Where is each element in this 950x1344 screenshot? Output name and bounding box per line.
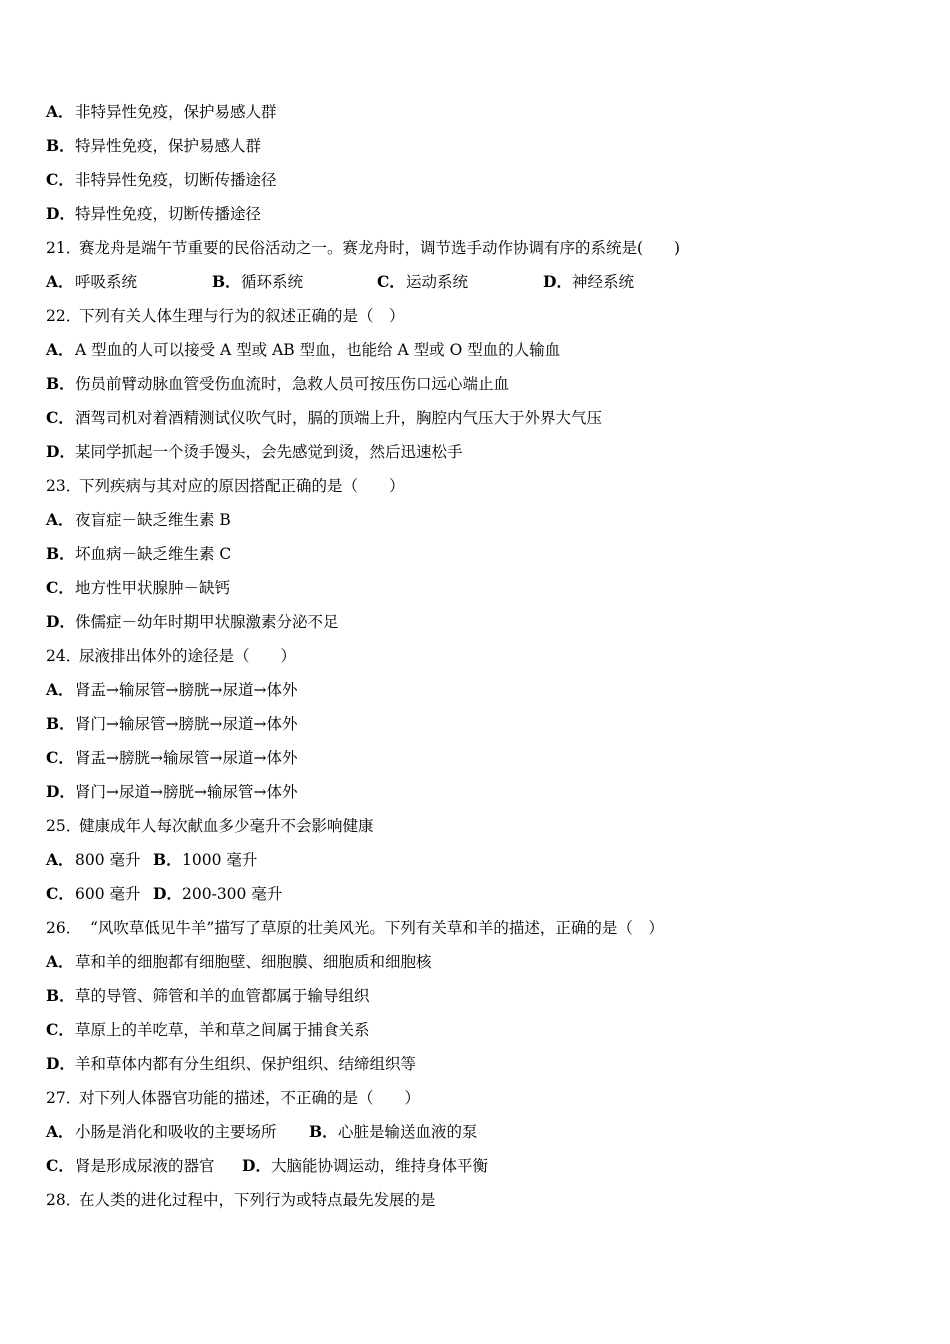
option-label: C．: [46, 884, 74, 903]
option-text: 运动系统: [406, 273, 469, 291]
option-label: A．: [46, 340, 74, 359]
question-number: 23．: [46, 477, 82, 495]
option-text: 酒驾司机对着酒精测试仪吹气时，膈的顶端上升，胸腔内气压大于外界大气压: [75, 409, 603, 427]
option-label: D．: [46, 204, 75, 223]
option-label: A．: [46, 952, 74, 971]
question-number: 27．: [46, 1089, 82, 1107]
question-text: 健康成年人每次献血多少毫升不会影响健康: [79, 817, 374, 835]
option-label: C．: [377, 272, 405, 291]
option-text: 800 毫升: [75, 851, 141, 869]
option-label: C．: [46, 1020, 74, 1039]
question-text: 在人类的进化过程中，下列行为或特点最先发展的是: [79, 1191, 436, 1209]
option-text: 草的导管、筛管和羊的血管都属于输导组织: [75, 987, 370, 1005]
option-label: A．: [46, 680, 74, 699]
option-label: D．: [46, 1054, 75, 1073]
option-text: 某同学抓起一个烫手馒头，会先感觉到烫，然后迅速松手: [75, 443, 463, 461]
option-label: D．: [242, 1156, 271, 1175]
option-text: 肾门→尿道→膀胱→输尿管→体外: [75, 783, 298, 801]
option-label: A．: [46, 850, 74, 869]
option-text: 伤员前臂动脉血管受伤血流时，急救人员可按压伤口远心端止血: [75, 375, 510, 393]
option-label: D．: [543, 272, 572, 291]
option-label: B．: [46, 374, 75, 393]
option-text: 600 毫升: [75, 885, 141, 903]
option-text: 非特异性免疫，保护易感人群: [75, 103, 277, 121]
option-label: D．: [46, 442, 75, 461]
option-label: B．: [46, 544, 75, 563]
option-text: 大脑能协调运动，维持身体平衡: [271, 1157, 489, 1175]
question-number: 28．: [46, 1191, 82, 1209]
option-label: B．: [153, 850, 182, 869]
question-text: 尿液排出体外的途径是（ ）: [79, 647, 297, 665]
question-number: 21．: [46, 239, 82, 257]
question-number: 22．: [46, 307, 82, 325]
option-label: C．: [46, 170, 74, 189]
option-label: C．: [46, 1156, 74, 1175]
option-text: 侏儒症－幼年时期甲状腺激素分泌不足: [75, 613, 339, 631]
question-text: 下列有关人体生理与行为的叙述正确的是（ ）: [79, 307, 405, 325]
option-label: B．: [46, 986, 75, 1005]
question-text: 赛龙舟是端午节重要的民俗活动之一。赛龙舟时，调节选手动作协调有序的系统是( ): [79, 239, 681, 257]
option-label: A．: [46, 510, 74, 529]
question-number: 26．: [46, 919, 82, 937]
option-label: C．: [46, 748, 74, 767]
option-text: 循环系统: [241, 273, 304, 291]
option-label: D．: [153, 884, 182, 903]
option-text: 羊和草体内都有分生组织、保护组织、结缔组织等: [75, 1055, 417, 1073]
option-text: 肾盂→膀胱→输尿管→尿道→体外: [75, 749, 298, 767]
option-label: A．: [46, 272, 74, 291]
option-text: 坏血病－缺乏维生素 C: [75, 545, 232, 563]
option-text: 肾盂→输尿管→膀胱→尿道→体外: [75, 681, 298, 699]
option-text: 草和羊的细胞都有细胞壁、细胞膜、细胞质和细胞核: [75, 953, 432, 971]
question-text: “风吹草低见牛羊”描写了草原的壮美风光。下列有关草和羊的描述，正确的是（ ）: [90, 919, 664, 937]
question-text: 下列疾病与其对应的原因搭配正确的是（ ）: [79, 477, 405, 495]
question-number: 25．: [46, 817, 82, 835]
option-text: 心脏是输送血液的泵: [338, 1123, 478, 1141]
question-number: 24．: [46, 647, 82, 665]
option-text: 1000 毫升: [182, 851, 258, 869]
option-label: A．: [46, 1122, 74, 1141]
option-text: 200-300 毫升: [182, 885, 283, 903]
question-text: 对下列人体器官功能的描述，不正确的是（ ）: [79, 1089, 421, 1107]
option-text: 呼吸系统: [75, 273, 138, 291]
option-label: C．: [46, 578, 74, 597]
option-text: 特异性免疫，保护易感人群: [75, 137, 262, 155]
option-text: 肾是形成尿液的器官: [75, 1157, 215, 1175]
option-label: D．: [46, 612, 75, 631]
option-text: 草原上的羊吃草，羊和草之间属于捕食关系: [75, 1021, 370, 1039]
option-label: D．: [46, 782, 75, 801]
option-label: A．: [46, 102, 74, 121]
option-text: A 型血的人可以接受 A 型或 AB 型血，也能给 A 型或 O 型血的人输血: [75, 341, 561, 359]
option-text: 夜盲症－缺乏维生素 B: [75, 511, 231, 529]
option-text: 神经系统: [572, 273, 635, 291]
option-label: B．: [309, 1122, 338, 1141]
option-text: 非特异性免疫，切断传播途径: [75, 171, 277, 189]
option-text: 小肠是消化和吸收的主要场所: [75, 1123, 277, 1141]
option-text: 肾门→输尿管→膀胱→尿道→体外: [75, 715, 298, 733]
option-label: B．: [46, 136, 75, 155]
option-text: 特异性免疫，切断传播途径: [75, 205, 262, 223]
option-label: B．: [212, 272, 241, 291]
option-label: B．: [46, 714, 75, 733]
option-label: C．: [46, 408, 74, 427]
option-text: 地方性甲状腺肿－缺钙: [75, 579, 231, 597]
